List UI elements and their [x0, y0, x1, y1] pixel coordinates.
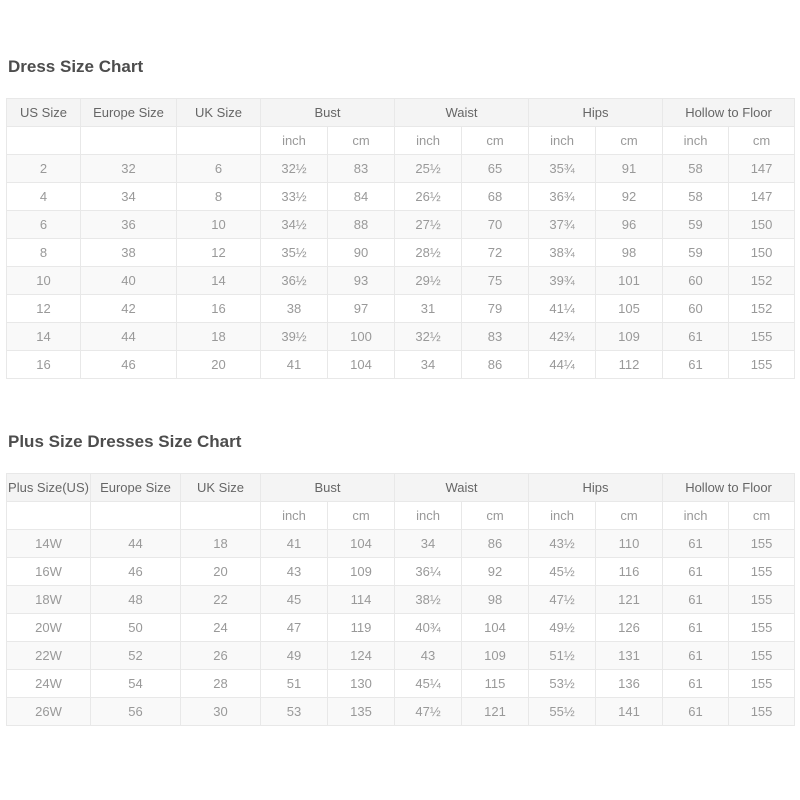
- table-cell: 121: [462, 698, 529, 726]
- table-cell: 14W: [7, 530, 91, 558]
- table-cell: 61: [663, 530, 729, 558]
- table-cell: 43½: [529, 530, 596, 558]
- column-header-hips: Hips: [529, 474, 663, 502]
- table-row: [7, 267, 795, 295]
- table-cell: 34: [395, 530, 462, 558]
- table-cell: 61: [663, 586, 729, 614]
- table-cell: 40: [81, 267, 177, 295]
- table-cell: 27½: [395, 211, 462, 239]
- table-cell: 90: [328, 239, 395, 267]
- unit-label-inch: inch: [395, 127, 462, 155]
- table-cell: 20W: [7, 614, 91, 642]
- table-cell: 44: [81, 323, 177, 351]
- table-cell: 48: [91, 586, 181, 614]
- column-header-waist: Waist: [395, 99, 529, 127]
- table-cell: 100: [328, 323, 395, 351]
- table-cell: 155: [729, 530, 795, 558]
- table-cell: 60: [663, 267, 729, 295]
- table-cell: 155: [729, 698, 795, 726]
- table-cell: 10: [177, 211, 261, 239]
- dress-size-chart-table: [6, 98, 795, 379]
- table-cell: 96: [596, 211, 663, 239]
- table-cell: 131: [596, 642, 663, 670]
- table-cell: 39½: [261, 323, 328, 351]
- table-cell: 32½: [261, 155, 328, 183]
- table-cell: 14: [7, 323, 81, 351]
- table-cell: 34½: [261, 211, 328, 239]
- table-cell: 114: [328, 586, 395, 614]
- table-cell: 155: [729, 670, 795, 698]
- table-cell: 98: [596, 239, 663, 267]
- table-cell: 109: [596, 323, 663, 351]
- unit-label-cm: cm: [596, 502, 663, 530]
- table-cell: 36¼: [395, 558, 462, 586]
- table-cell: 18W: [7, 586, 91, 614]
- table-cell: 22W: [7, 642, 91, 670]
- table-cell: 72: [462, 239, 529, 267]
- unit-spacer-cell: [91, 502, 181, 530]
- table-cell: 61: [663, 614, 729, 642]
- table-cell: 6: [177, 155, 261, 183]
- table-cell: 126: [596, 614, 663, 642]
- table-header-row: [7, 474, 795, 502]
- table-cell: 105: [596, 295, 663, 323]
- table-cell: 45½: [529, 558, 596, 586]
- table-cell: 92: [596, 183, 663, 211]
- table-cell: 41: [261, 530, 328, 558]
- table-cell: 49½: [529, 614, 596, 642]
- unit-label-cm: cm: [462, 127, 529, 155]
- table-row: [7, 698, 795, 726]
- table-cell: 24W: [7, 670, 91, 698]
- table-cell: 65: [462, 155, 529, 183]
- table-cell: 35¾: [529, 155, 596, 183]
- table-cell: 61: [663, 698, 729, 726]
- plus-size-chart-heading: Plus Size Dresses Size Chart: [8, 432, 242, 451]
- table-row: [7, 239, 795, 267]
- dress-size-chart-body: [7, 155, 795, 379]
- table-cell: 30: [181, 698, 261, 726]
- table-cell: 52: [91, 642, 181, 670]
- table-cell: 16: [177, 295, 261, 323]
- table-cell: 18: [181, 530, 261, 558]
- table-cell: 104: [328, 530, 395, 558]
- column-header-us-size: US Size: [7, 99, 81, 127]
- table-cell: 25½: [395, 155, 462, 183]
- table-cell: 33½: [261, 183, 328, 211]
- table-cell: 58: [663, 155, 729, 183]
- table-cell: 34: [395, 351, 462, 379]
- table-row: [7, 323, 795, 351]
- table-cell: 38¾: [529, 239, 596, 267]
- table-cell: 8: [177, 183, 261, 211]
- table-cell: 26: [181, 642, 261, 670]
- table-cell: 29½: [395, 267, 462, 295]
- column-header-uk-size: UK Size: [177, 99, 261, 127]
- plus-size-chart-table: [6, 473, 795, 726]
- table-cell: 59: [663, 239, 729, 267]
- table-cell: 22: [181, 586, 261, 614]
- table-cell: 47½: [529, 586, 596, 614]
- table-unit-row: [7, 502, 795, 530]
- table-row: [7, 558, 795, 586]
- table-cell: 136: [596, 670, 663, 698]
- table-row: [7, 586, 795, 614]
- table-cell: 84: [328, 183, 395, 211]
- table-row: [7, 211, 795, 239]
- table-cell: 61: [663, 670, 729, 698]
- table-cell: 12: [7, 295, 81, 323]
- table-cell: 36¾: [529, 183, 596, 211]
- table-cell: 46: [91, 558, 181, 586]
- column-header-bust: Bust: [261, 99, 395, 127]
- table-row: [7, 614, 795, 642]
- unit-label-inch: inch: [663, 502, 729, 530]
- unit-spacer-cell: [81, 127, 177, 155]
- unit-label-inch: inch: [261, 127, 328, 155]
- table-cell: 44: [91, 530, 181, 558]
- table-cell: 6: [7, 211, 81, 239]
- table-cell: 61: [663, 558, 729, 586]
- table-cell: 41: [261, 351, 328, 379]
- table-cell: 42¾: [529, 323, 596, 351]
- unit-label-cm: cm: [596, 127, 663, 155]
- table-cell: 44¼: [529, 351, 596, 379]
- table-cell: 16W: [7, 558, 91, 586]
- table-header-row: [7, 99, 795, 127]
- unit-spacer-cell: [177, 127, 261, 155]
- table-row: [7, 530, 795, 558]
- table-cell: 110: [596, 530, 663, 558]
- unit-label-cm: cm: [328, 127, 395, 155]
- unit-label-inch: inch: [529, 502, 596, 530]
- table-cell: 51: [261, 670, 328, 698]
- table-cell: 35½: [261, 239, 328, 267]
- table-cell: 53: [261, 698, 328, 726]
- table-cell: 40¾: [395, 614, 462, 642]
- column-header-europe-size: Europe Size: [81, 99, 177, 127]
- column-header-hollow-to-floor: Hollow to Floor: [663, 99, 795, 127]
- unit-spacer-cell: [7, 127, 81, 155]
- unit-label-inch: inch: [663, 127, 729, 155]
- column-header-hips: Hips: [529, 99, 663, 127]
- table-cell: 83: [328, 155, 395, 183]
- table-cell: 155: [729, 558, 795, 586]
- table-cell: 36½: [261, 267, 328, 295]
- table-cell: 16: [7, 351, 81, 379]
- table-cell: 56: [91, 698, 181, 726]
- table-cell: 18: [177, 323, 261, 351]
- table-cell: 55½: [529, 698, 596, 726]
- table-cell: 98: [462, 586, 529, 614]
- table-cell: 14: [177, 267, 261, 295]
- table-cell: 39¾: [529, 267, 596, 295]
- plus-size-chart-body: [7, 530, 795, 726]
- table-cell: 58: [663, 183, 729, 211]
- unit-label-cm: cm: [729, 502, 795, 530]
- unit-spacer-cell: [181, 502, 261, 530]
- table-cell: 130: [328, 670, 395, 698]
- table-cell: 47: [261, 614, 328, 642]
- table-row: [7, 670, 795, 698]
- table-cell: 34: [81, 183, 177, 211]
- unit-label-inch: inch: [529, 127, 596, 155]
- column-header-hollow-to-floor: Hollow to Floor: [663, 474, 795, 502]
- unit-label-inch: inch: [395, 502, 462, 530]
- table-cell: 141: [596, 698, 663, 726]
- table-cell: 8: [7, 239, 81, 267]
- table-cell: 2: [7, 155, 81, 183]
- table-cell: 109: [328, 558, 395, 586]
- table-cell: 147: [729, 155, 795, 183]
- table-cell: 152: [729, 295, 795, 323]
- table-row: [7, 183, 795, 211]
- table-cell: 104: [328, 351, 395, 379]
- table-cell: 121: [596, 586, 663, 614]
- table-cell: 104: [462, 614, 529, 642]
- table-cell: 10: [7, 267, 81, 295]
- table-cell: 38: [81, 239, 177, 267]
- table-cell: 86: [462, 530, 529, 558]
- table-cell: 68: [462, 183, 529, 211]
- column-header-uk-size: UK Size: [181, 474, 261, 502]
- table-cell: 59: [663, 211, 729, 239]
- table-cell: 28½: [395, 239, 462, 267]
- table-cell: 60: [663, 295, 729, 323]
- table-cell: 155: [729, 614, 795, 642]
- table-cell: 53½: [529, 670, 596, 698]
- table-cell: 46: [81, 351, 177, 379]
- table-row: [7, 351, 795, 379]
- table-cell: 93: [328, 267, 395, 295]
- table-cell: 47½: [395, 698, 462, 726]
- table-cell: 51½: [529, 642, 596, 670]
- column-header-plus-size-us: Plus Size(US): [7, 474, 91, 502]
- table-cell: 70: [462, 211, 529, 239]
- unit-label-inch: inch: [261, 502, 328, 530]
- table-cell: 45¼: [395, 670, 462, 698]
- column-header-europe-size: Europe Size: [91, 474, 181, 502]
- table-cell: 26W: [7, 698, 91, 726]
- unit-label-cm: cm: [729, 127, 795, 155]
- table-cell: 49: [261, 642, 328, 670]
- table-cell: 45: [261, 586, 328, 614]
- table-cell: 4: [7, 183, 81, 211]
- table-cell: 124: [328, 642, 395, 670]
- table-cell: 32: [81, 155, 177, 183]
- table-cell: 26½: [395, 183, 462, 211]
- table-cell: 92: [462, 558, 529, 586]
- table-cell: 61: [663, 323, 729, 351]
- table-cell: 152: [729, 267, 795, 295]
- table-cell: 28: [181, 670, 261, 698]
- table-unit-row: [7, 127, 795, 155]
- table-cell: 24: [181, 614, 261, 642]
- table-cell: 20: [181, 558, 261, 586]
- unit-spacer-cell: [7, 502, 91, 530]
- table-cell: 32½: [395, 323, 462, 351]
- table-cell: 43: [261, 558, 328, 586]
- table-cell: 42: [81, 295, 177, 323]
- dress-size-chart-heading: Dress Size Chart: [8, 57, 144, 76]
- table-cell: 50: [91, 614, 181, 642]
- table-cell: 91: [596, 155, 663, 183]
- table-cell: 116: [596, 558, 663, 586]
- table-cell: 41¼: [529, 295, 596, 323]
- table-cell: 86: [462, 351, 529, 379]
- table-cell: 155: [729, 586, 795, 614]
- table-cell: 61: [663, 642, 729, 670]
- table-row: [7, 155, 795, 183]
- table-cell: 155: [729, 351, 795, 379]
- table-cell: 20: [177, 351, 261, 379]
- table-cell: 119: [328, 614, 395, 642]
- column-header-bust: Bust: [261, 474, 395, 502]
- table-cell: 135: [328, 698, 395, 726]
- column-header-waist: Waist: [395, 474, 529, 502]
- table-cell: 37¾: [529, 211, 596, 239]
- table-cell: 155: [729, 642, 795, 670]
- table-cell: 43: [395, 642, 462, 670]
- table-cell: 147: [729, 183, 795, 211]
- table-cell: 36: [81, 211, 177, 239]
- table-cell: 83: [462, 323, 529, 351]
- table-cell: 112: [596, 351, 663, 379]
- table-cell: 109: [462, 642, 529, 670]
- table-cell: 54: [91, 670, 181, 698]
- table-cell: 38½: [395, 586, 462, 614]
- table-cell: 38: [261, 295, 328, 323]
- table-row: [7, 642, 795, 670]
- table-cell: 101: [596, 267, 663, 295]
- table-cell: 75: [462, 267, 529, 295]
- table-cell: 115: [462, 670, 529, 698]
- table-row: [7, 295, 795, 323]
- table-cell: 88: [328, 211, 395, 239]
- unit-label-cm: cm: [462, 502, 529, 530]
- table-cell: 97: [328, 295, 395, 323]
- table-cell: 12: [177, 239, 261, 267]
- table-cell: 150: [729, 211, 795, 239]
- table-cell: 155: [729, 323, 795, 351]
- table-cell: 31: [395, 295, 462, 323]
- table-cell: 61: [663, 351, 729, 379]
- unit-label-cm: cm: [328, 502, 395, 530]
- table-cell: 79: [462, 295, 529, 323]
- table-cell: 150: [729, 239, 795, 267]
